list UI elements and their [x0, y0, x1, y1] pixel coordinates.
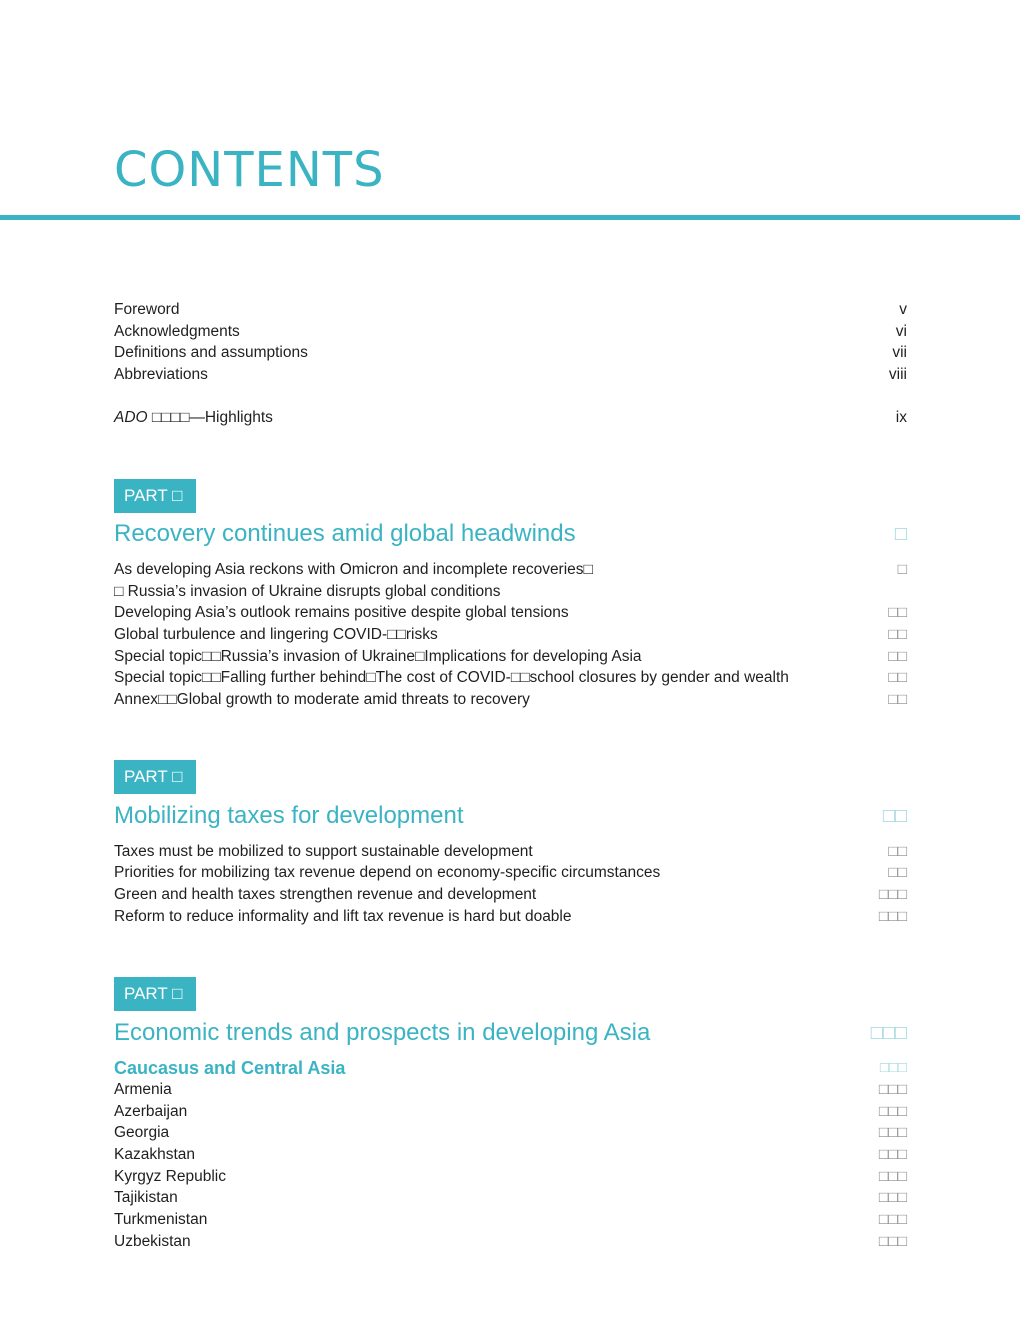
toc-entry-page: □□□ [878, 1211, 907, 1228]
title-rule [0, 215, 1020, 220]
toc-entry-label: Kyrgyz Republic [114, 1168, 226, 1185]
part-title-page: □□□ [870, 1022, 907, 1044]
toc-entry-page: □□ [888, 669, 907, 686]
toc-entry-label: Special topic□□Russia’s invasion of Ukraine□Implications for developing Asia [114, 648, 642, 665]
toc-entry-georgia[interactable] [114, 1122, 907, 1144]
toc-entry-label: Armenia [114, 1081, 172, 1098]
toc-entry-label: Definitions and assumptions [114, 344, 308, 361]
toc-entry[interactable] [114, 667, 907, 689]
toc-entry-page: □□□ [878, 1168, 907, 1185]
toc-entry-label: Taxes must be mobilized to support sustainable development [114, 843, 533, 860]
toc-entry-page: □ [897, 561, 907, 578]
part-title-page: □□ [882, 805, 907, 827]
toc-entry-page: □□□ [878, 908, 907, 925]
toc-entry-page: ix [895, 409, 907, 426]
subhead-caucasus[interactable] [114, 1056, 907, 1080]
toc-entry-page: □□□ [878, 1103, 907, 1120]
toc-entry-page: □□□ [878, 1233, 907, 1250]
part-3-title[interactable] [114, 1017, 907, 1049]
toc-entry[interactable] [114, 581, 907, 603]
part-1-title[interactable] [114, 518, 907, 550]
part-title-label: Recovery continues amid global headwinds [114, 520, 576, 547]
toc-entry-page: □□ [888, 864, 907, 881]
toc-entry-label: Foreword [114, 301, 180, 318]
toc-entry-highlights[interactable] [114, 407, 907, 429]
part-1-tag: PART □ [114, 479, 196, 513]
toc-entry-page: □□□ [878, 1124, 907, 1141]
toc-entry-label: Georgia [114, 1124, 170, 1141]
toc-entry-kyrgyz-republic[interactable] [114, 1166, 907, 1188]
toc-entry-page: vii [892, 344, 907, 361]
subhead-page: □□□ [879, 1059, 907, 1076]
toc-entry-label [114, 407, 273, 429]
part-2-tag: PART □ [114, 760, 196, 794]
toc-entry-azerbaijan[interactable] [114, 1101, 907, 1123]
toc-entry-page: □□ [888, 691, 907, 708]
toc-entry[interactable] [114, 884, 907, 906]
toc-entry-page: □□ [888, 626, 907, 643]
toc-entry[interactable] [114, 624, 907, 646]
toc-entry-definitions[interactable] [114, 342, 907, 364]
toc-entry-label: Turkmenistan [114, 1211, 208, 1228]
toc-entry-page: □□ [888, 648, 907, 665]
ado-italic: ADO [114, 409, 148, 426]
toc-entry[interactable] [114, 906, 907, 928]
part-title-label: Mobilizing taxes for development [114, 802, 464, 829]
toc-entry-page: □□□ [878, 1189, 907, 1206]
part-3-tag: PART □ [114, 977, 196, 1011]
toc-entry-page: □□□ [878, 1081, 907, 1098]
toc-entry[interactable] [114, 689, 907, 711]
highlights-label: □□□□—Highlights [151, 409, 273, 426]
toc-entry-acknowledgments[interactable] [114, 321, 907, 343]
toc-entry-page: □□ [888, 604, 907, 621]
toc-entry-abbreviations[interactable] [114, 364, 907, 386]
toc-entry-label: Abbreviations [114, 366, 208, 383]
toc-entry-kazakhstan[interactable] [114, 1144, 907, 1166]
toc-entry-page: □□ [888, 843, 907, 860]
toc-entry-page: □□□ [878, 886, 907, 903]
toc-entry-page: □□□ [878, 1146, 907, 1163]
toc-entry-label: Kazakhstan [114, 1146, 195, 1163]
toc-entry-page: viii [888, 366, 907, 383]
part-title-label: Economic trends and prospects in developing Asia [114, 1019, 651, 1046]
part-2-title[interactable] [114, 800, 907, 832]
toc-entry-armenia[interactable] [114, 1079, 907, 1101]
toc-entry-tajikistan[interactable] [114, 1187, 907, 1209]
toc-entry[interactable] [114, 862, 907, 884]
subhead-label: Caucasus and Central Asia [114, 1058, 346, 1078]
toc-entry[interactable] [114, 646, 907, 668]
toc-entry-uzbekistan[interactable] [114, 1231, 907, 1253]
toc-entry-label: As developing Asia reckons with Omicron and incomplete recoveries□ [114, 561, 593, 578]
toc-entry-label: Priorities for mobilizing tax revenue depend on economy-specific circumstances [114, 864, 661, 881]
toc-entry[interactable] [114, 841, 907, 863]
toc-entry-label: Special topic□□Falling further behind□The cost of COVID-□□school closures by gender and wealth [114, 669, 789, 686]
toc-entry-label: Green and health taxes strengthen revenue and development [114, 886, 537, 903]
toc-entry-label: Azerbaijan [114, 1103, 188, 1120]
toc-entry-turkmenistan[interactable] [114, 1209, 907, 1231]
toc-entry-label: Uzbekistan [114, 1233, 191, 1250]
toc-entry-page: vi [895, 323, 907, 340]
toc-entry-label: Reform to reduce informality and lift tax revenue is hard but doable [114, 908, 572, 925]
toc-entry-label: Developing Asia’s outlook remains positive despite global tensions [114, 604, 569, 621]
toc-entry-label: Annex□□Global growth to moderate amid threats to recovery [114, 691, 530, 708]
toc-entry-label: Tajikistan [114, 1189, 178, 1206]
page-title: CONTENTS [114, 142, 385, 198]
toc-entry[interactable] [114, 559, 907, 581]
toc-entry-label: Global turbulence and lingering COVID-□□risks [114, 626, 438, 643]
toc-entry-foreword[interactable] [114, 299, 907, 321]
part-title-page: □ [894, 523, 907, 545]
toc-entry[interactable] [114, 602, 907, 624]
toc-entry-label: Acknowledgments [114, 323, 240, 340]
toc-entry-page: v [899, 301, 907, 318]
toc-entry-label: □ Russia’s invasion of Ukraine disrupts global conditions [114, 583, 501, 600]
